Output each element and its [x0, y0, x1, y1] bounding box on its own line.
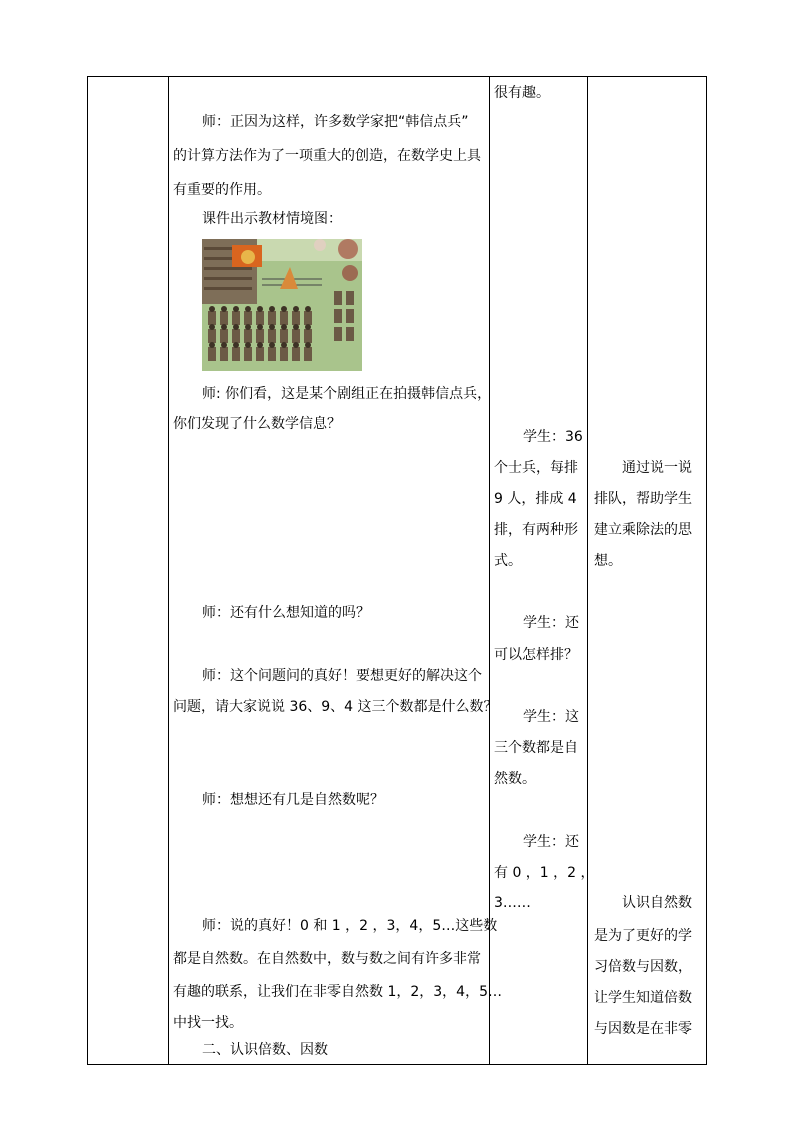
intent-text-line: 建立乘除法的思	[594, 522, 692, 538]
teacher-text-line: 师：这个问题问的真好！要想更好的解决这个	[202, 668, 482, 684]
student-text-line: 学生：这	[523, 709, 579, 725]
student-text-line: 学生：还	[523, 615, 579, 631]
student-text-line: 有 0 ，1 ，2 ，	[494, 865, 595, 881]
soldiers-formation-icon	[202, 239, 362, 371]
intent-text-line: 是为了更好的学	[594, 928, 692, 944]
teacher-text-line: 中找一找。	[173, 1015, 243, 1031]
student-text-line: 排，有两种形	[494, 522, 578, 538]
teacher-text-line: 的计算方法作为了一项重大的创造，在数学史上具	[173, 148, 481, 164]
student-text-line: 可以怎样排？	[494, 647, 578, 663]
student-text-line: 式。	[494, 553, 522, 569]
teacher-text-line: 有重要的作用。	[173, 182, 271, 198]
intent-text-line: 通过说一说	[622, 460, 692, 476]
student-text-line: 三个数都是自	[494, 740, 578, 756]
teacher-text-line: 师: 你们看，这是某个剧组正在拍摄韩信点兵，	[202, 386, 492, 402]
teacher-text-line: 师：说的真好！0 和 1 ，2 ，3，4，5…这些数	[202, 918, 498, 934]
student-text-line: 学生：36	[523, 429, 583, 445]
intent-text-line: 想。	[594, 553, 622, 569]
student-text-line: 个士兵，每排	[494, 460, 578, 476]
student-text-line: 9 人，排成 4	[494, 491, 577, 507]
section-heading: 二、认识倍数、因数	[202, 1042, 328, 1058]
teacher-text-line: 有趣的联系，让我们在非零自然数 1，2，3，4，5…	[173, 984, 502, 1000]
soldiers-formation-illustration	[202, 239, 362, 371]
teacher-text-line: 你们发现了什么数学信息？	[173, 416, 341, 432]
intent-text-line: 习倍数与因数，	[594, 959, 692, 975]
teacher-text-line: 师：正因为这样，许多数学家把“韩信点兵”	[202, 114, 469, 130]
teacher-text-line: 师：想想还有几是自然数呢？	[202, 792, 384, 808]
intent-text-line: 与因数是在非零	[594, 1021, 692, 1037]
teacher-text-line: 问题，请大家说说 36、9、4 这三个数都是什么数？	[173, 699, 498, 715]
teacher-text-line: 课件出示教材情境图：	[202, 211, 342, 227]
intent-text-line: 认识自然数	[622, 895, 692, 911]
column-divider-1	[168, 77, 169, 1064]
student-text-line: 学生：还	[523, 834, 579, 850]
student-text-line: 3……	[494, 895, 531, 911]
student-text-line: 很有趣。	[494, 85, 550, 101]
student-text-line: 然数。	[494, 771, 536, 787]
column-divider-3	[587, 77, 588, 1064]
intent-text-line: 排队，帮助学生	[594, 491, 692, 507]
intent-text-line: 让学生知道倍数	[594, 990, 692, 1006]
teacher-text-line: 都是自然数。在自然数中，数与数之间有许多非常	[173, 951, 481, 967]
teacher-text-line: 师：还有什么想知道的吗？	[202, 605, 370, 621]
